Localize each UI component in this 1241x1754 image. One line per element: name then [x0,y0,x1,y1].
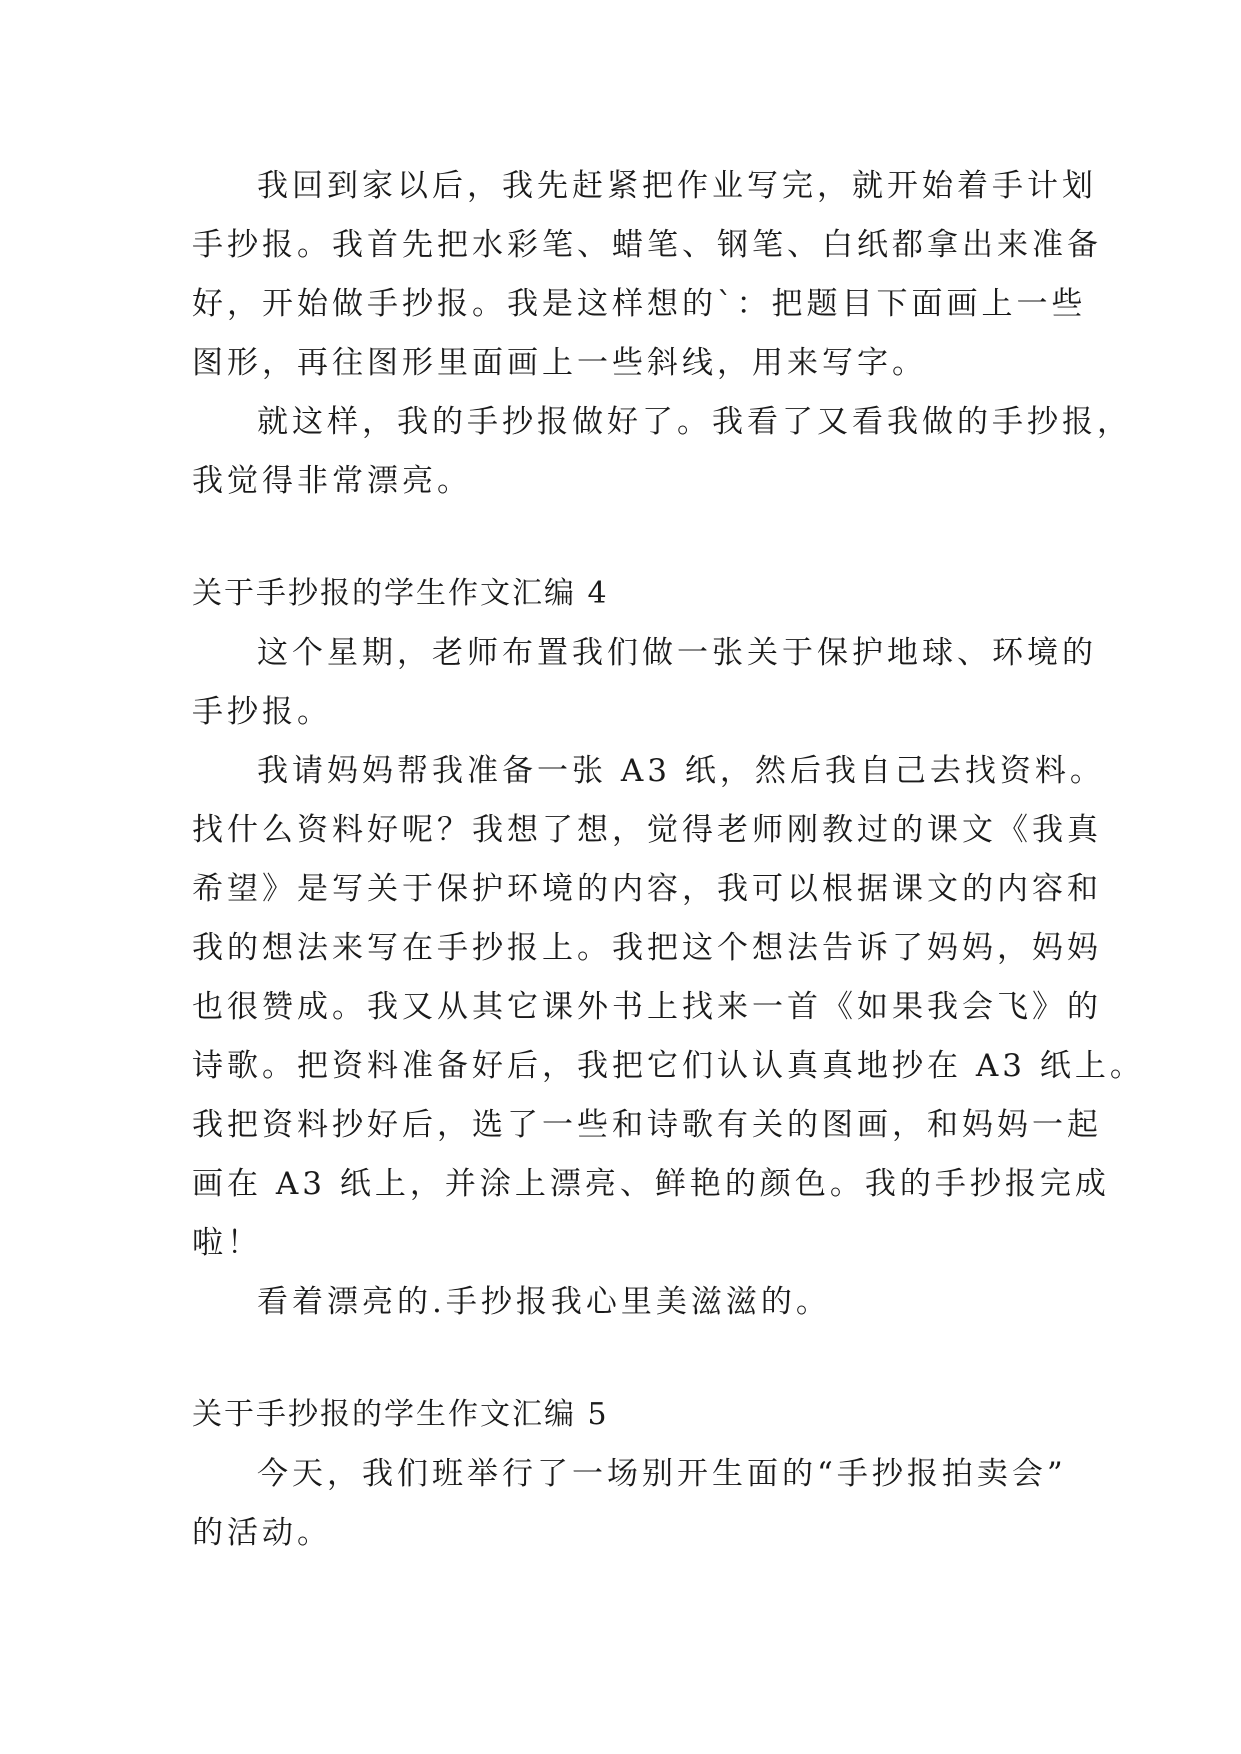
paragraph-line: 找什么资料好呢？我想了想，觉得老师刚教过的课文《我真 [192,812,1102,848]
section-heading: 关于手抄报的学生作文汇编 5 [192,1397,609,1432]
paragraph-line: 我请妈妈帮我准备一张 A3 纸，然后我自己去找资料。 [257,753,1105,789]
paragraph-line: 希望》是写关于保护环境的内容，我可以根据课文的内容和 [192,871,1102,907]
paragraph-line: 也很赞成。我又从其它课外书上找来一首《如果我会飞》的 [192,989,1102,1025]
paragraph-line: 的活动。 [192,1515,332,1551]
paragraph-line: 诗歌。把资料准备好后，我把它们认认真真地抄在 A3 纸上。 [192,1048,1145,1084]
paragraph-line: 我把资料抄好后，选了一些和诗歌有关的图画，和妈妈一起 [192,1107,1102,1143]
paragraph-line: 好，开始做手抄报。我是这样想的`：把题目下面画上一些 [192,286,1087,322]
paragraph-line: 画在 A3 纸上，并涂上漂亮、鲜艳的颜色。我的手抄报完成 [192,1166,1110,1202]
paragraph-line: 看着漂亮的.手抄报我心里美滋滋的。 [257,1284,831,1320]
paragraph-line: 我的想法来写在手抄报上。我把这个想法告诉了妈妈，妈妈 [192,930,1102,966]
paragraph-line: 我觉得非常漂亮。 [192,463,472,499]
paragraph-line: 我回到家以后，我先赶紧把作业写完，就开始着手计划 [257,168,1097,204]
paragraph-line: 啦！ [192,1225,262,1261]
paragraph-line: 这个星期，老师布置我们做一张关于保护地球、环境的 [257,635,1097,671]
paragraph-line: 今天，我们班举行了一场别开生面的“手抄报拍卖会” [257,1456,1067,1492]
paragraph-line: 手抄报。我首先把水彩笔、蜡笔、钢笔、白纸都拿出来准备 [192,227,1102,263]
paragraph-line: 图形，再往图形里面画上一些斜线，用来写字。 [192,345,927,381]
paragraph-line: 手抄报。 [192,694,332,730]
section-heading: 关于手抄报的学生作文汇编 4 [192,576,609,611]
paragraph-line: 就这样，我的手抄报做好了。我看了又看我做的手抄报， [257,404,1132,440]
